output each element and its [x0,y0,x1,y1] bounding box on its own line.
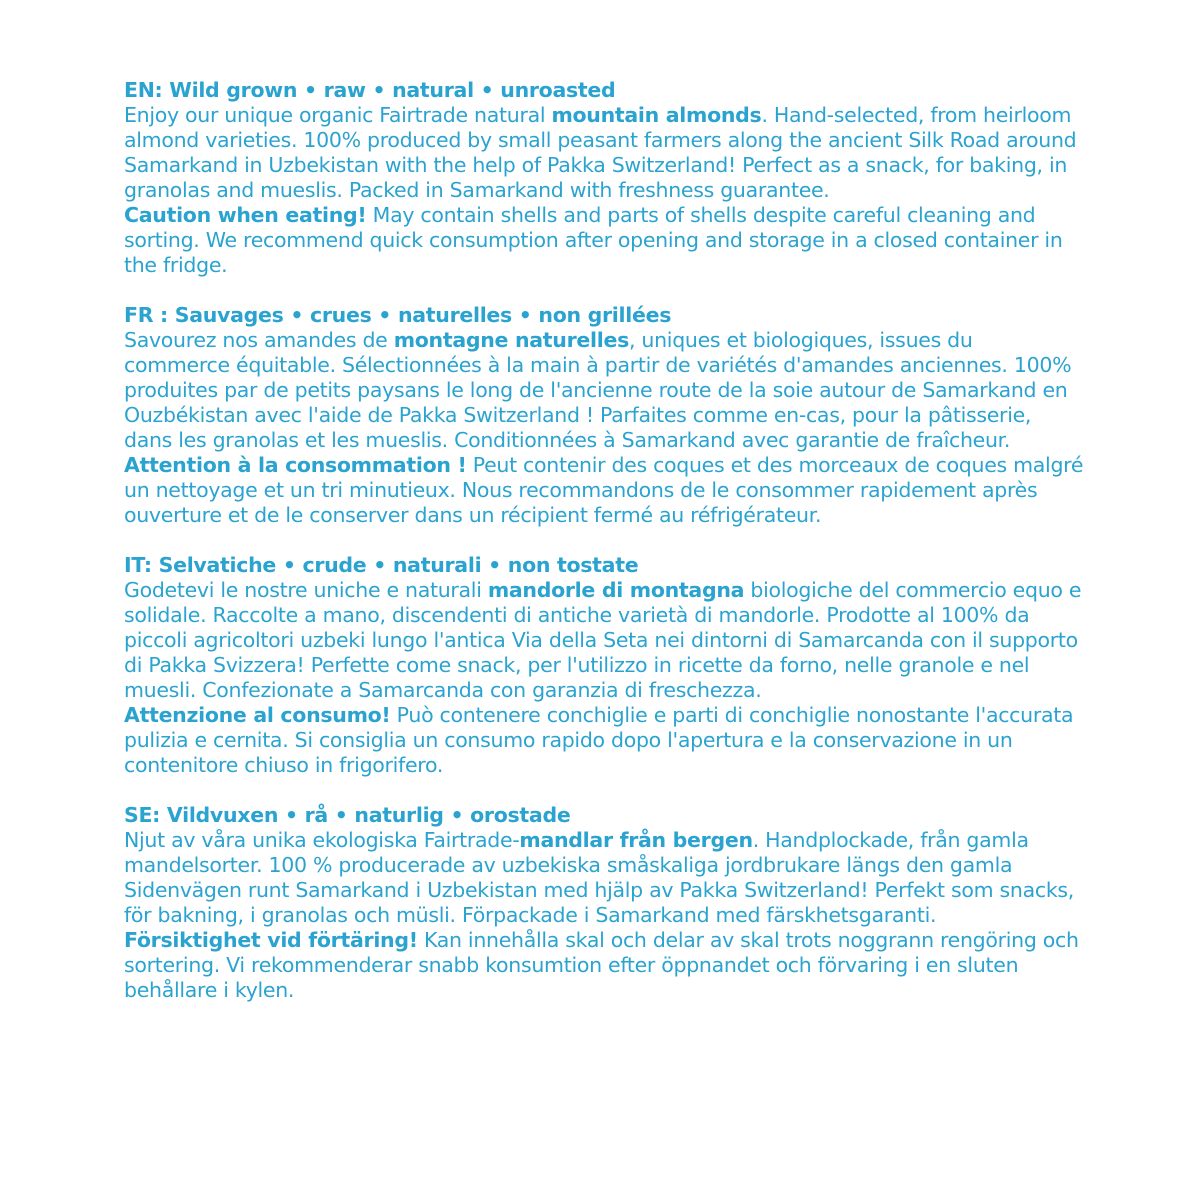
description-fr [124,328,1084,453]
description-it [124,578,1084,703]
section-heading-fr: FR : Sauvages • crues • naturelles • non grillées [124,303,672,327]
description-text-fr-rest: , uniques et biologiques, issues du commerce équitable. Sélectionnées à la main à partir de variétés d'amandes anciennes. 100% produites par de petits paysans le long de l'ancienne route de la soie autour de Samarkand en Ouzbékistan avec l'aide de Pakka Switzerland ! Parfaites comme en-cas, pour la pâtisserie, dans les granolas et les mueslis. Conditionnées à Samarkand avec garantie de fraîcheur. [124,328,1072,452]
description-highlight-fr: montagne naturelles [393,328,629,352]
caution-fr [124,453,1084,528]
description-text-en-rest: . Hand-selected, from heirloom almond varieties. 100% produced by small peasant farmers along the ancient Silk Road around Samarkand in Uzbekistan with the help of Pakka Switzerland! Perfect as a snack, for baking, in granolas and mueslis. Packed in Samarkand with freshness guarantee. [124,103,1077,202]
section-fr [124,303,1084,528]
description-text-se-rest: . Handplockade, från gamla mandelsorter. 100 % producerade av uzbekiska småskaliga jordbrukare längs den gamla Sidenvägen runt Samarkand i Uzbekistan med hjälp av Pakka Switzerland! Perfekt som snacks, för bakning, i granolas och müsli. Förpackade i Samarkand med färskhetsgaranti. [124,828,1074,927]
description-text-it: Godetevi le nostre uniche e naturali [124,578,488,602]
section-heading-en: EN: Wild grown • raw • natural • unroasted [124,78,616,102]
section-it [124,553,1084,778]
section-heading-se: SE: Vildvuxen • rå • naturlig • orostade [124,803,571,827]
description-highlight-it: mandorle di montagna [487,578,745,602]
description-highlight-se: mandlar från bergen [519,828,753,852]
description-se [124,828,1084,928]
caution-label-fr: Attention à la consommation ! [124,453,467,477]
caution-text-it: Può contenere conchiglie e parti di conchiglie nonostante l'accurata pulizia e cernita. Si consiglia un consumo rapido dopo l'apertura e la conservazione in un contenitore chiuso in frigorifero. [124,703,1074,777]
caution-it [124,703,1084,778]
description-text-se: Njut av våra unika ekologiska Fairtrade- [124,828,520,852]
description-text-en: Enjoy our unique organic Fairtrade natural [124,103,552,127]
caution-label-se: Försiktighet vid förtäring! [124,928,418,952]
caution-text-fr: Peut contenir des coques et des morceaux de coques malgré un nettoyage et un tri minutieux. Nous recommandons de le consommer rapidement après ouverture et de le conserver dans un récipient fermé au réfrigérateur. [124,453,1084,527]
caution-se [124,928,1084,1003]
caution-text-en: May contain shells and parts of shells despite careful cleaning and sorting. We recommend quick consumption after opening and storage in a closed container in the fridge. [124,203,1063,277]
section-heading-it: IT: Selvatiche • crude • naturali • non tostate [124,553,639,577]
caution-label-en: Caution when eating! [124,203,367,227]
caution-label-it: Attenzione al consumo! [124,703,391,727]
section-se [124,803,1084,1003]
caution-text-se: Kan innehålla skal och delar av skal trots noggrann rengöring och sortering. Vi rekommenderar snabb konsumtion efter öppnandet och förvaring i en sluten behållare i kylen. [124,928,1079,1002]
description-highlight-en: mountain almonds [551,103,762,127]
product-description [124,78,1084,1003]
description-text-it-rest: biologiche del commercio equo e solidale. Raccolte a mano, discendenti di antiche varietà di mandorle. Prodotte al 100% da piccoli agricoltori uzbeki lungo l'antica Via della Seta nei dintorni di Samarcanda con il supporto di Pakka Svizzera! Perfette come snack, per l'utilizzo in ricette da forno, nelle granole e nel muesli. Confezionate a Samarcanda con garanzia di freschezza. [124,578,1082,702]
section-en [124,78,1084,278]
caution-en [124,203,1084,278]
description-en [124,103,1084,203]
description-text-fr: Savourez nos amandes de [124,328,394,352]
